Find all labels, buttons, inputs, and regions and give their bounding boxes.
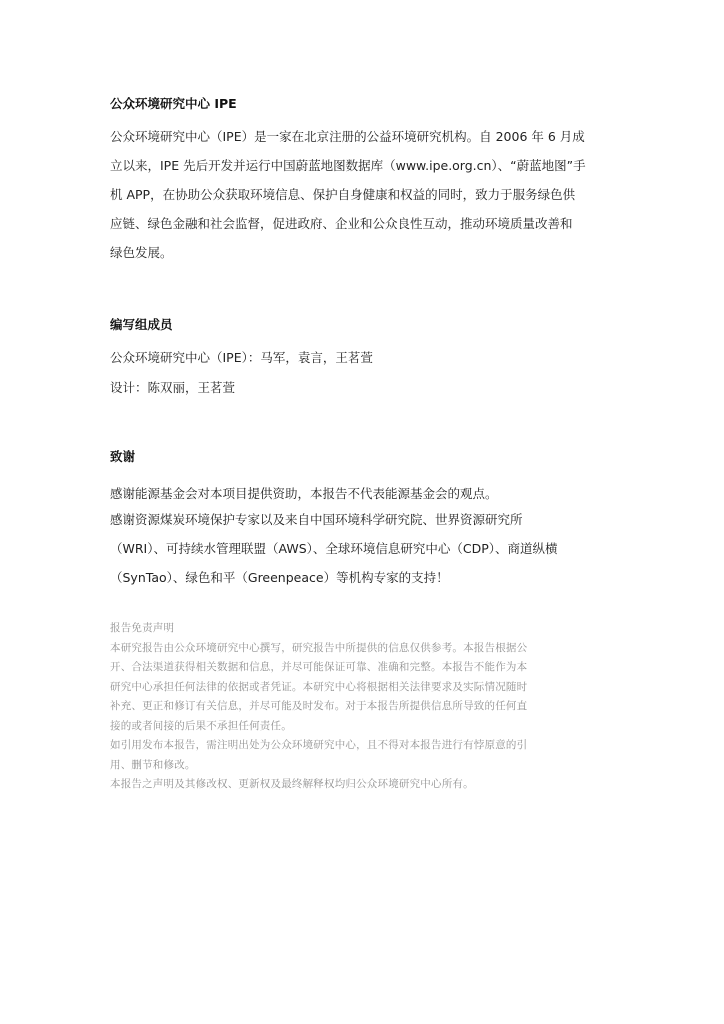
ipe-description-line: 应链、绿色金融和社会监督，促进政府、企业和公众良性互动，推动环境质量改善和	[110, 216, 573, 231]
disclaimer-line: 用、删节和修改。	[110, 758, 196, 771]
disclaimer-line: 接的或者间接的后果不承担任何责任。	[110, 719, 292, 732]
ipe-description	[110, 122, 622, 267]
disclaimer-title: 报告免责声明	[110, 622, 175, 634]
ipe-description-line: 立以来，IPE 先后开发并运行中国蔚蓝地图数据库（www.ipe.org.cn）、“蔚蓝地图”手	[110, 158, 586, 173]
disclaimer-line: 研究中心承担任何法律的依据或者凭证。本研究中心将根据相关法律要求及实际情况随时	[110, 680, 528, 693]
disclaimer-line: 如引用发布本报告，需注明出处为公众环境研究中心，且不得对本报告进行有悖原意的引	[110, 739, 528, 751]
disclaimer-line: 本报告之声明及其修改权、更新权及最终解释权均归公众环境研究中心所有。	[110, 778, 474, 790]
thanks-section-title: 致谢	[110, 449, 136, 464]
ipe-description-line: 公众环境研究中心（IPE）是一家在北京注册的公益环境研究机构。自 2006 年 6 月成	[110, 129, 585, 144]
team-members: 公众环境研究中心（IPE）：马军，袁言，王茗萱	[110, 350, 373, 365]
team-design-credits: 设计：陈双丽，王茗萱	[110, 380, 236, 395]
thanks-funding-line: 感谢能源基金会对本项目提供资助，本报告不代表能源基金会的观点。	[110, 486, 498, 501]
thanks-experts-line: （WRI）、可持续水管理联盟（AWS）、全球环境信息研究中心（CDP）、商道纵横	[110, 541, 558, 556]
thanks-experts-line: （SynTao）、绿色和平（Greenpeace）等机构专家的支持！	[110, 570, 449, 585]
thanks-experts	[110, 505, 622, 592]
disclaimer-block	[110, 619, 622, 795]
disclaimer-line: 补充、更正和修订有关信息，并尽可能及时发布。对于本报告所提供信息所导致的任何直	[110, 700, 528, 712]
team-section-title: 编写组成员	[110, 317, 173, 332]
ipe-description-line: 绿色发展。	[110, 245, 173, 260]
disclaimer-line: 本研究报告由公众环境研究中心撰写，研究报告中所提供的信息仅供参考。本报告根据公	[110, 641, 528, 654]
disclaimer-line: 开、合法渠道获得相关数据和信息，并尽可能保证可靠、准确和完整。本报告不能作为本	[110, 661, 528, 673]
ipe-description-line: 机 APP，在协助公众获取环境信息、保护自身健康和权益的同时，致力于服务绿色供	[110, 187, 576, 202]
thanks-experts-line: 感谢资源煤炭环境保护专家以及来自中国环境科学研究院、世界资源研究所	[110, 512, 523, 527]
ipe-section-title: 公众环境研究中心 IPE	[110, 96, 237, 111]
